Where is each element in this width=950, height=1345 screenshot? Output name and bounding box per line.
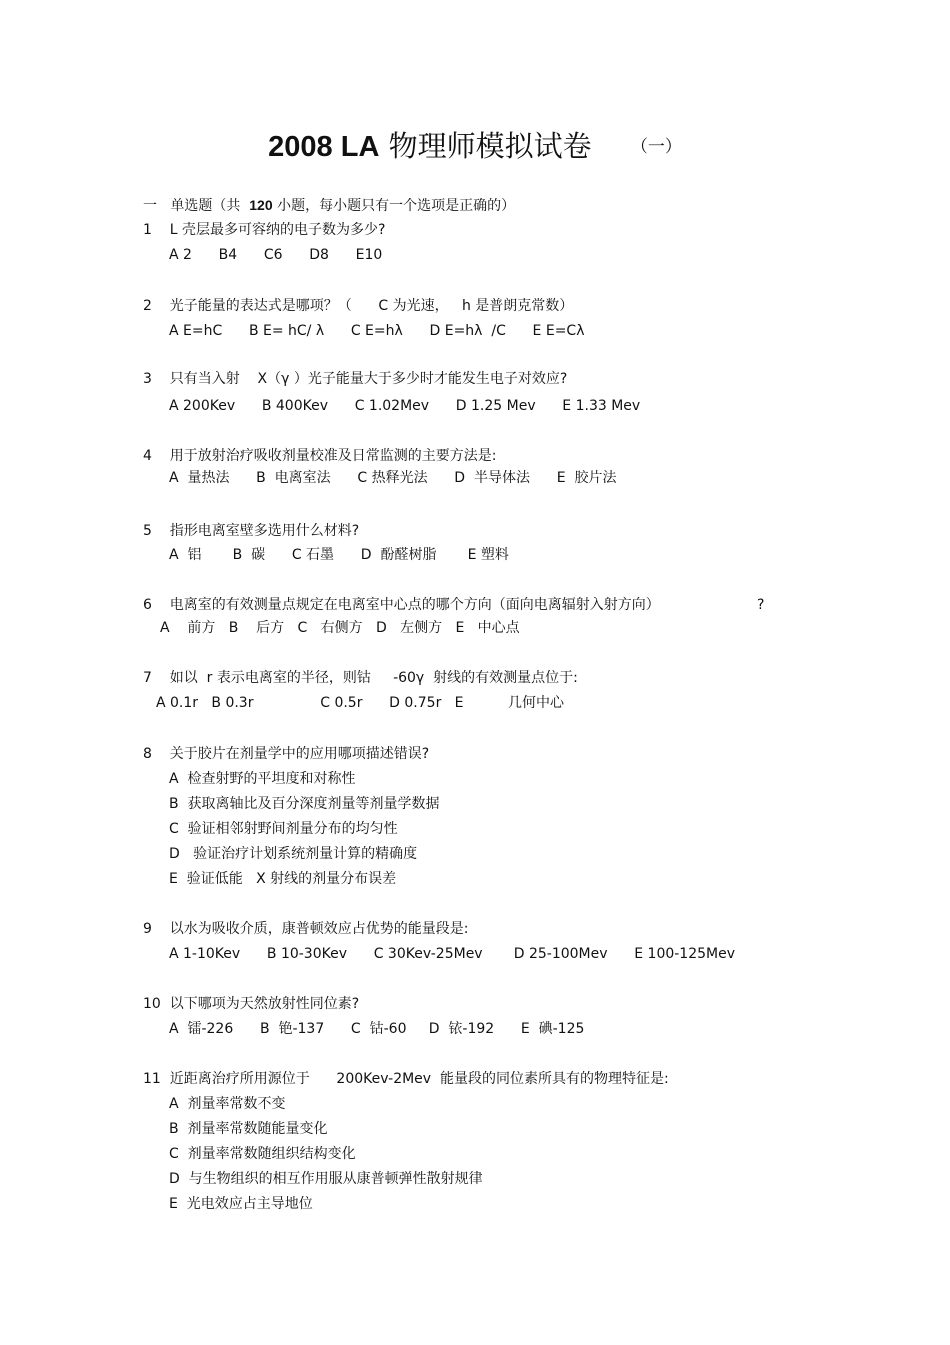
question-6-stem: 6 电离室的有效测量点规定在电离室中心点的哪个方向（面向电离辐射入射方向） bbox=[143, 597, 660, 613]
question-3-stem: 3 只有当入射 X（γ ）光子能量大于多少时才能发生电子对效应? bbox=[143, 371, 568, 387]
question-1-options: A 2 B4 C6 D8 E10 bbox=[169, 247, 383, 263]
question-7-stem: 7 如以 r 表示电离室的半径，则钴 -60γ 射线的有效测量点位于: bbox=[143, 670, 578, 686]
question-8-option-a: A 检查射野的平坦度和对称性 bbox=[169, 771, 356, 787]
question-11-option-e: E 光电效应占主导地位 bbox=[169, 1196, 313, 1212]
question-8-option-c: C 验证相邻射野间剂量分布的均匀性 bbox=[169, 821, 398, 837]
question-9-stem: 9 以水为吸收介质，康普顿效应占优势的能量段是: bbox=[143, 921, 469, 937]
question-10-options: A 镭-226 B 铯-137 C 钴-60 D 铱-192 E 碘-125 bbox=[169, 1021, 585, 1037]
question-11-stem: 11 近距离治疗所用源位于 200Kev-2Mev 能量段的同位素所具有的物理特征是: bbox=[143, 1071, 669, 1087]
question-8-option-d: D 验证治疗计划系统剂量计算的精确度 bbox=[169, 846, 418, 862]
question-8-stem: 8 关于胶片在剂量学中的应用哪项描述错误? bbox=[143, 746, 430, 762]
question-1-stem: 1 L 壳层最多可容纳的电子数为多少? bbox=[143, 222, 386, 238]
question-5-options: A 铝 B 碳 C 石墨 D 酚醛树脂 E 塑料 bbox=[169, 547, 509, 563]
question-7-options: A 0.1r B 0.3r C 0.5r D 0.75r E 几何中心 bbox=[156, 695, 565, 711]
question-11-option-c: C 剂量率常数随组织结构变化 bbox=[169, 1146, 356, 1162]
question-8-option-e: E 验证低能 X 射线的剂量分布误差 bbox=[169, 871, 397, 887]
question-6-options: A 前方 B 后方 C 右侧方 D 左侧方 E 中心点 bbox=[160, 620, 520, 636]
title-main: 物理师模拟试卷 bbox=[388, 129, 592, 163]
section-heading: 一 单选题（共 120 小题，每小题只有一个选项是正确的） bbox=[143, 197, 516, 214]
question-5-stem: 5 指形电离室壁多选用什么材料? bbox=[143, 523, 360, 539]
question-11-option-b: B 剂量率常数随能量变化 bbox=[169, 1121, 328, 1137]
title-suffix: （一） bbox=[630, 137, 682, 157]
question-9-options: A 1-10Kev B 10-30Kev C 30Kev-25Mev D 25-100Mev E 100-125Mev bbox=[169, 946, 736, 962]
question-10-stem: 10 以下哪项为天然放射性同位素? bbox=[143, 996, 360, 1012]
question-4-stem: 4 用于放射治疗吸收剂量校准及日常监测的主要方法是: bbox=[143, 448, 497, 464]
question-2-options: A E=hC B E= hC/ λ C E=hλ D E=hλ /C E E=Cλ bbox=[169, 323, 585, 339]
question-4-options: A 量热法 B 电离室法 C 热释光法 D 半导体法 E 胶片法 bbox=[169, 470, 617, 486]
title-prefix: 2008 LA bbox=[268, 131, 380, 163]
question-8-option-b: B 获取离轴比及百分深度剂量等剂量学数据 bbox=[169, 796, 440, 812]
question-6-mark: ? bbox=[757, 597, 765, 613]
question-11-option-a: A 剂量率常数不变 bbox=[169, 1096, 286, 1112]
question-count: 120 bbox=[249, 197, 273, 213]
question-3-options: A 200Kev B 400Kev C 1.02Mev D 1.25 Mev E 1.33 Mev bbox=[169, 398, 641, 414]
question-11-option-d: D 与生物组织的相互作用服从康普顿弹性散射规律 bbox=[169, 1171, 483, 1187]
page-title bbox=[0, 126, 950, 167]
question-2-stem: 2 光子能量的表达式是哪项？（ C 为光速， h 是普朗克常数） bbox=[143, 298, 574, 314]
